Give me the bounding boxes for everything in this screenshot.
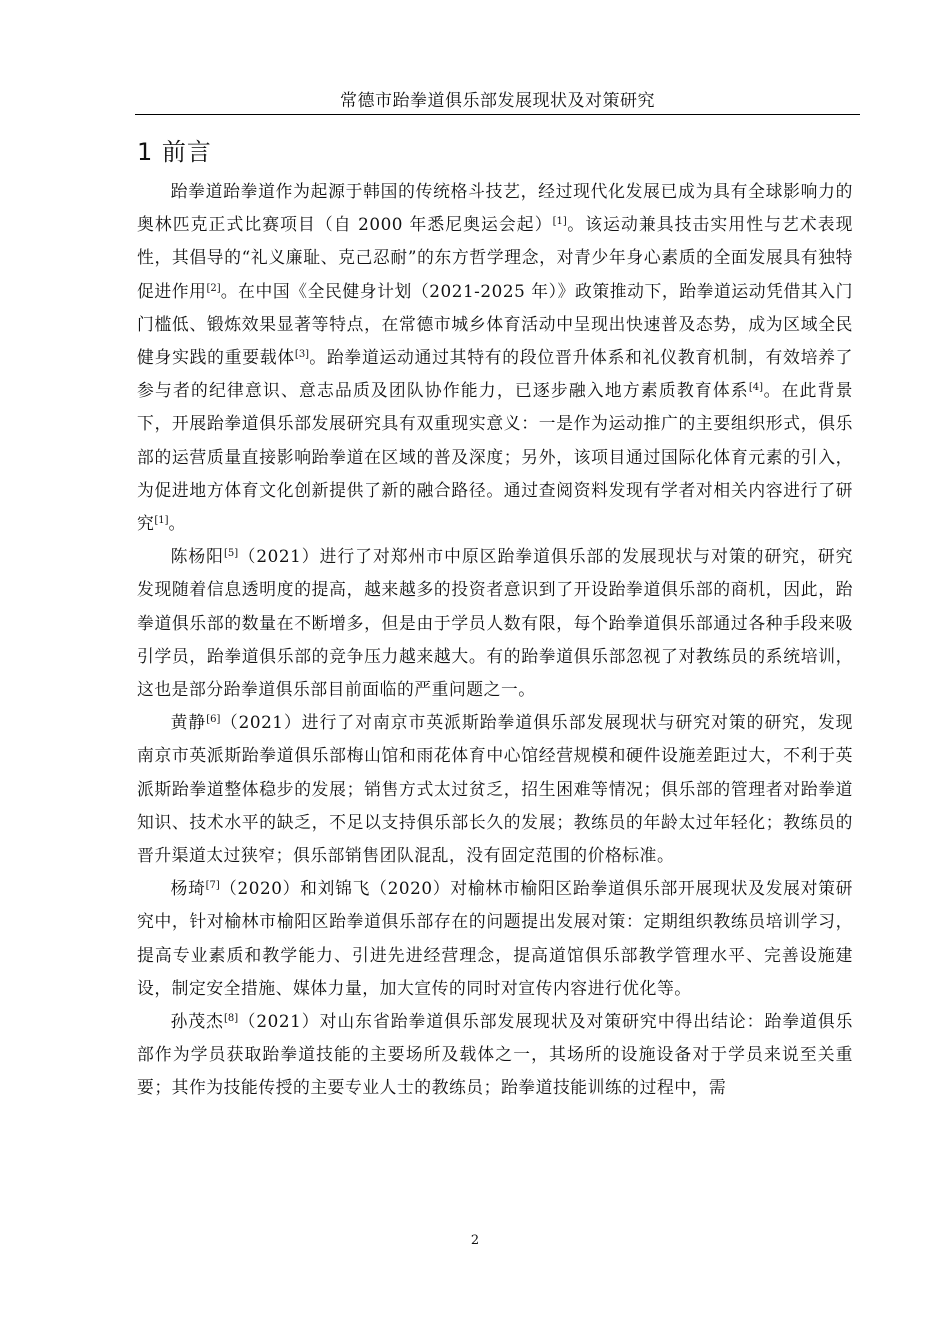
citation-marker: [7] bbox=[205, 880, 220, 892]
paragraph-text: 黄静 bbox=[170, 712, 207, 733]
paragraph-text: （2021）对山东省跆拳道俱乐部发展现状及对策研究中得出结论：跆拳道俱乐部作为学员获取跆拳道技能的主要场所及载体之一，其场所的设施设备对于学员来说至关重要；其作为技能传授的主要专业人士的教练员；跆拳道技能训练的过程中，需 bbox=[137, 1011, 853, 1098]
citation-marker: [1] bbox=[552, 216, 567, 228]
body-paragraph bbox=[137, 872, 853, 1005]
citation-marker: [6] bbox=[206, 714, 221, 726]
citation-marker: [5] bbox=[223, 548, 239, 560]
body-paragraph bbox=[137, 706, 853, 872]
body-paragraph bbox=[137, 1005, 853, 1105]
paragraph-text: 。在中国《全民健身计划（2021-2025 年）》政策推动下，跆拳道运动凭借其入门门槛低、锻炼效果显著等特点，在常德市城乡体育活动中呈现出快速普及态势，成为区域全民健身实践的重要载体 bbox=[137, 280, 853, 368]
citation-marker: [1] bbox=[154, 515, 169, 527]
body-text bbox=[137, 175, 853, 1105]
paragraph-text: 。跆拳道运动通过其特有的段位晋升体系和礼仪教育机制，有效培养了参与者的纪律意识、意志品质及团队协作能力，已逐步融入地方素质教育体系 bbox=[137, 347, 854, 401]
citation-marker: [4] bbox=[748, 382, 764, 394]
page-number: 2 bbox=[470, 1233, 480, 1248]
paragraph-text: （2020）和刘锦飞（2020）对榆林市榆阳区跆拳道俱乐部开展现状及发展对策研究中，针对榆林市榆阳区跆拳道俱乐部存在的问题提出发展对策：定期组织教练员培训学习，提高专业素质和教学能力、引进先进经营理念，提高道馆俱乐部教学管理水平、完善设施建设，制定安全措施、媒体力量，加大宣传的同时对宣传内容进行优化等。 bbox=[137, 878, 853, 998]
paragraph-text: 杨琦 bbox=[170, 878, 206, 899]
body-paragraph bbox=[137, 540, 853, 706]
body-paragraph bbox=[137, 175, 853, 540]
paragraph-text: （2021）进行了对南京市英派斯跆拳道俱乐部发展现状与研究对策的研究，发现南京市英派斯跆拳道俱乐部梅山馆和雨花体育中心馆经营规模和硬件设施差距过大，不利于英派斯跆拳道整体稳步的发展；销售方式太过贫乏，招生困难等情况；俱乐部的管理者对跆拳道知识、技术水平的缺乏，不足以支持俱乐部长久的发展；教练员的年龄太过年轻化；教练员的晋升渠道太过狭窄；俱乐部销售团队混乱，没有固定范围的价格标准。 bbox=[137, 712, 853, 866]
paragraph-text: （2021）进行了对郑州市中原区跆拳道俱乐部的发展现状与对策的研究，研究发现随着信息透明度的提高，越来越多的投资者意识到了开设跆拳道俱乐部的商机，因此，跆拳道俱乐部的数量在不断增多，但是由于学员人数有限，每个跆拳道俱乐部通过各种手段来吸引学员，跆拳道俱乐部的竞争压力越来越大。有的跆拳道俱乐部忽视了对教练员的系统培训，这也是部分跆拳道俱乐部目前面临的严重问题之一。 bbox=[137, 546, 853, 700]
paragraph-text: 。该运动兼具技击实用性与艺术表现性，其倡导的“礼义廉耻、克己忍耐”的东方哲学理念，对青少年身心素质的全面发展具有独特促进作用 bbox=[137, 214, 853, 301]
paragraph-text: 孙茂杰 bbox=[170, 1011, 224, 1032]
paragraph-text: 跆拳道跆拳道作为起源于韩国的传统格斗技艺，经过现代化发展已成为具有全球影响力的奥林匹克正式比赛项目（自 2000 年悉尼奥运会起） bbox=[137, 181, 853, 235]
paragraph-text: 。在此背景下，开展跆拳道俱乐部发展研究具有双重现实意义：一是作为运动推广的主要组织形式，俱乐部的运营质量直接影响跆拳道在区域的普及深度；另外，该项目通过国际化体育元素的引入，为促进地方体育文化创新提供了新的融合路径。通过查阅资料发现有学者对相关内容进行了研究 bbox=[137, 380, 853, 534]
citation-marker: [8] bbox=[223, 1013, 239, 1025]
paragraph-text: 。 bbox=[168, 513, 186, 534]
paragraph-text: 陈杨阳 bbox=[170, 546, 224, 567]
citation-marker: [3] bbox=[294, 349, 310, 361]
section-heading: 1 前言 bbox=[137, 138, 212, 166]
header-rule bbox=[135, 114, 860, 115]
running-header: 常德市跆拳道俱乐部发展现状及对策研究 bbox=[340, 91, 655, 111]
citation-marker: [2] bbox=[206, 282, 221, 294]
